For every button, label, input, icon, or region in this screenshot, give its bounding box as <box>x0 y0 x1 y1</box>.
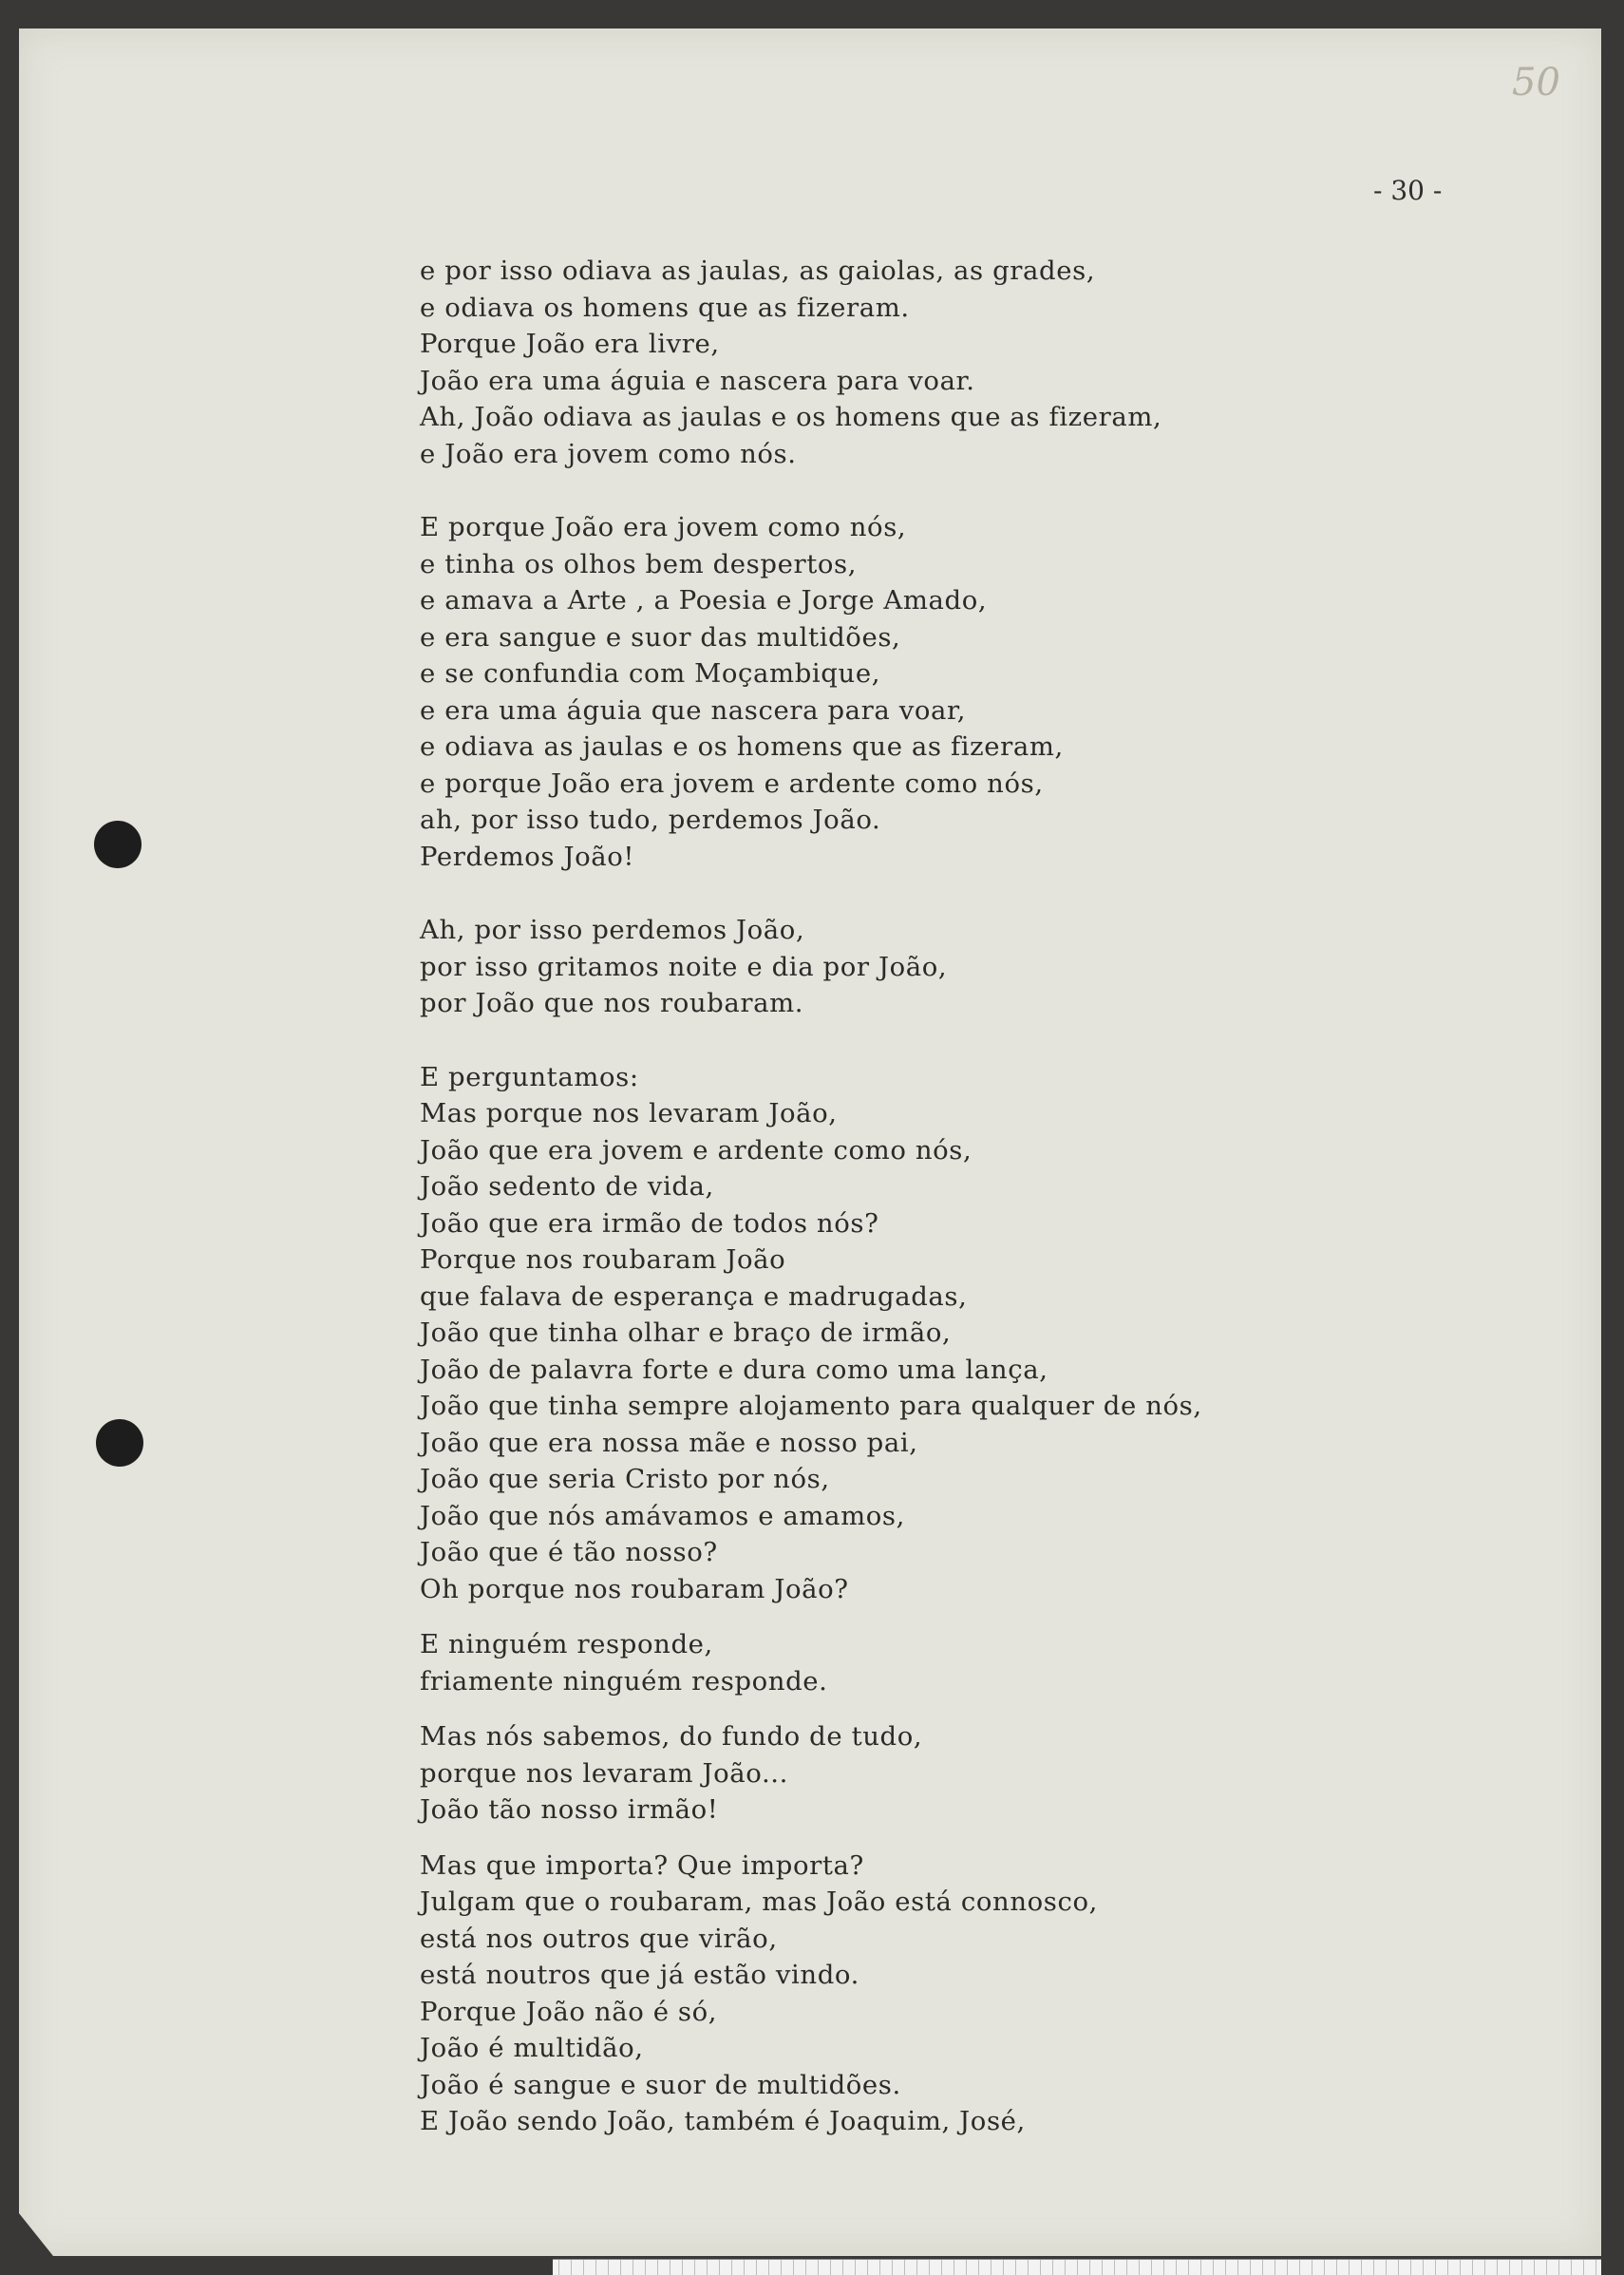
stanza-break <box>420 1829 1521 1848</box>
poem-line: e tinha os olhos bem despertos, <box>420 548 858 579</box>
poem-line: por João que nos roubaram. <box>420 988 804 1018</box>
poem-line: João que era jovem e ardente como nós, <box>420 1134 973 1166</box>
stanza-break <box>420 875 1521 912</box>
poem-line: está nos outros que virão, <box>420 1923 778 1954</box>
poem-line: E ninguém responde, <box>420 1629 713 1659</box>
stanza-5 <box>420 1626 1521 1699</box>
poem-line: está noutros que já estão vindo. <box>420 1960 859 1990</box>
poem-line: Perdemos João! <box>420 841 635 872</box>
poem-line: Ah, por isso perdemos João, <box>420 915 805 945</box>
poem-line: porque nos levaram João... <box>420 1757 788 1789</box>
poem-line: Porque João não é só, <box>420 1996 718 2027</box>
poem-line: e amava a Arte , a Poesia e Jorge Amado, <box>420 585 988 616</box>
poem-line: Porque João era livre, <box>420 329 720 359</box>
stanza-4 <box>420 1059 1521 1608</box>
scale-ruler <box>553 2259 1601 2275</box>
stanza-break <box>420 1022 1521 1059</box>
poem-line: e por isso odiava as jaulas, as gaiolas, as grades, <box>420 256 1096 286</box>
poem-line: Ah, João odiava as jaulas e os homens que as fizeram, <box>420 402 1162 432</box>
stanza-break <box>420 472 1521 509</box>
poem-line: que falava de esperança e madrugadas, <box>420 1280 968 1312</box>
poem-line: João que tinha olhar e braço de irmão, <box>420 1318 952 1348</box>
punch-hole-bottom <box>96 1419 143 1467</box>
poem-line: João de palavra forte e dura como uma lança, <box>420 1354 1048 1385</box>
poem-line: e odiava as jaulas e os homens que as fizeram, <box>420 731 1064 762</box>
poem-line: e porque João era jovem e ardente como nós, <box>420 768 1044 799</box>
poem-line: por isso gritamos noite e dia por João, <box>420 951 948 982</box>
poem-line: João era uma águia e nascera para voar. <box>420 365 975 396</box>
punch-hole-top <box>94 821 142 868</box>
stanza-3 <box>420 912 1521 1022</box>
stanza-7 <box>420 1848 1521 2140</box>
folded-corner <box>19 2213 53 2256</box>
folio-mark: 50 <box>1512 61 1560 104</box>
stanza-1 <box>420 253 1521 472</box>
poem-line: e odiava os homens que as fizeram. <box>420 292 910 323</box>
poem-line: E porque João era jovem como nós, <box>420 512 907 542</box>
poem-line: Mas nós sabemos, do fundo de tudo, <box>420 1721 923 1752</box>
poem-line: Oh porque nos roubaram João? <box>420 1573 849 1604</box>
stanza-2 <box>420 509 1521 875</box>
poem-line: João é sangue e suor de multidões. <box>420 2069 901 2100</box>
poem-line: friamente ninguém responde. <box>420 1665 828 1697</box>
poem-line: ah, por isso tudo, perdemos João. <box>420 805 881 835</box>
poem-line: João que era irmão de todos nós? <box>420 1207 879 1239</box>
poem-line: E perguntamos: <box>420 1061 639 1092</box>
poem-line: João sedento de vida, <box>420 1171 714 1202</box>
poem-line: E João sendo João, também é Joaquim, José, <box>420 2106 1026 2136</box>
poem-line: João que nós amávamos e amamos, <box>420 1500 905 1531</box>
poem-line: e João era jovem como nós. <box>420 438 797 469</box>
poem-line: João que tinha sempre alojamento para qualquer de nós, <box>420 1391 1202 1421</box>
poem-line: e era uma águia que nascera para voar, <box>420 694 967 726</box>
stanza-6 <box>420 1718 1521 1829</box>
poem-line: João que é tão nosso? <box>420 1537 718 1567</box>
poem-line: João tão nosso irmão! <box>420 1794 719 1825</box>
poem-line: Mas que importa? Que importa? <box>420 1849 864 1881</box>
poem-line: Mas porque nos levaram João, <box>420 1098 838 1128</box>
poem-body <box>420 253 1521 2140</box>
stanza-break <box>420 1699 1521 1718</box>
poem-line: João é multidão, <box>420 2033 644 2063</box>
poem-line: e se confundia com Moçambique, <box>420 658 881 689</box>
poem-line: Julgam que o roubaram, mas João está connosco, <box>420 1886 1099 1917</box>
poem-line: Porque nos roubaram João <box>420 1244 786 1275</box>
poem-line: João que seria Cristo por nós, <box>420 1464 830 1494</box>
page-number: - 30 - <box>1373 175 1443 206</box>
poem-line: João que era nossa mãe e nosso pai, <box>420 1427 918 1458</box>
stanza-break <box>420 1607 1521 1626</box>
poem-line: e era sangue e suor das multidões, <box>420 621 901 653</box>
